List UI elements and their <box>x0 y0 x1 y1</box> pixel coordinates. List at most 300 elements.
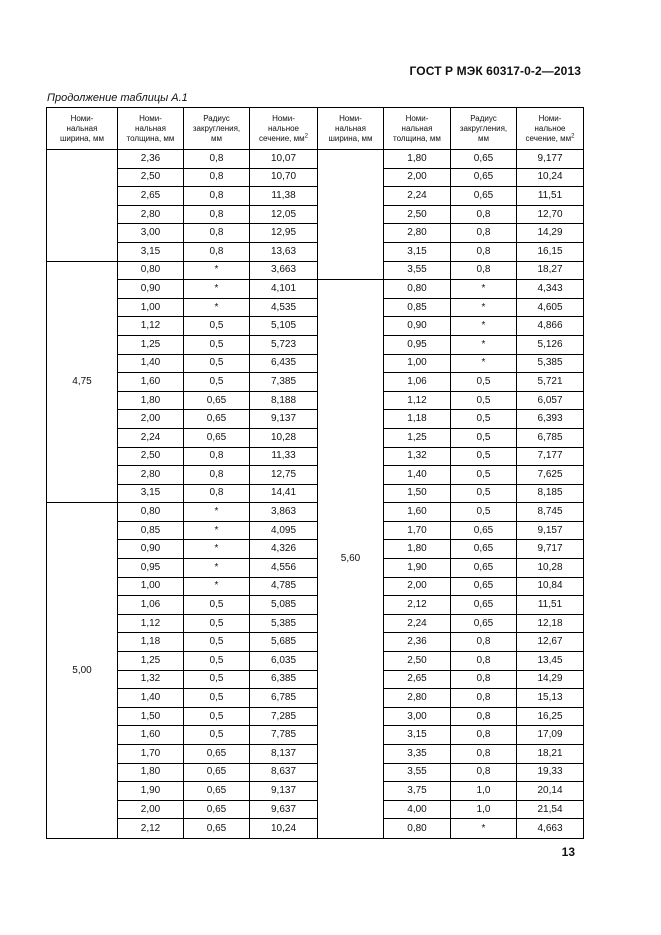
column-header-line: Номи- <box>70 113 94 123</box>
table-cell: 9,137 <box>250 782 318 801</box>
table-cell: 10,84 <box>517 577 584 596</box>
table-cell: 3,15 <box>384 726 451 745</box>
table-row <box>47 150 584 169</box>
table-row <box>47 782 584 801</box>
table-cell: 1,12 <box>118 614 184 633</box>
column-header <box>318 108 384 150</box>
table-cell: 2,36 <box>384 633 451 652</box>
table-cell: 4,556 <box>250 559 318 578</box>
table-row <box>47 819 584 839</box>
table-cell: 0,5 <box>451 503 517 522</box>
column-header-line: мм <box>478 133 489 143</box>
column-header-line: нальная <box>135 123 166 133</box>
table-row <box>47 280 584 299</box>
table-row <box>47 707 584 726</box>
table-cell: 0,5 <box>184 596 250 615</box>
table-row <box>47 726 584 745</box>
table-cell: 0,5 <box>184 652 250 671</box>
width-group-cell: 5,60 <box>318 280 384 839</box>
table-cell: 2,50 <box>384 205 451 224</box>
column-header-line: нальное <box>267 123 300 133</box>
table-cell: 5,105 <box>250 317 318 336</box>
column-header-line: Номи- <box>339 113 362 123</box>
table-cell: 3,00 <box>118 224 184 243</box>
table-cell: 3,75 <box>384 782 451 801</box>
table-cell: 0,5 <box>184 317 250 336</box>
table-cell: 2,50 <box>118 447 184 466</box>
table-cell: 3,663 <box>250 261 318 280</box>
table-cell: 1,25 <box>118 335 184 354</box>
table-cell: 3,15 <box>118 484 184 503</box>
width-group-cell <box>318 150 384 280</box>
table-cell: 0,5 <box>451 428 517 447</box>
table-cell: 0,5 <box>451 373 517 392</box>
table-cell: 0,5 <box>184 614 250 633</box>
table-cell: 12,75 <box>250 466 318 485</box>
table-cell: 16,25 <box>517 707 584 726</box>
table-cell: * <box>451 298 517 317</box>
table-cell: 2,80 <box>384 224 451 243</box>
table-cell: 3,863 <box>250 503 318 522</box>
table-cell: 0,8 <box>184 242 250 261</box>
table-cell: 3,15 <box>118 242 184 261</box>
table-cell: 2,24 <box>118 428 184 447</box>
dimensions-table <box>46 107 584 839</box>
table-cell: 0,65 <box>451 559 517 578</box>
table-cell: 0,8 <box>451 224 517 243</box>
table-cell: 1,80 <box>384 150 451 169</box>
document-id: ГОСТ Р МЭК 60317-0-2—2013 <box>409 64 581 78</box>
table-cell: 0,5 <box>184 335 250 354</box>
table-cell: 4,785 <box>250 577 318 596</box>
column-header-line: нальная <box>401 123 433 133</box>
table-cell: 10,70 <box>250 168 318 187</box>
table-row <box>47 224 584 243</box>
table-cell: 1,40 <box>118 689 184 708</box>
column-header <box>47 108 118 150</box>
table-cell: 11,51 <box>517 596 584 615</box>
table-cell: 2,80 <box>118 205 184 224</box>
table-row <box>47 205 584 224</box>
table-cell: 2,24 <box>384 187 451 206</box>
table-cell: 2,00 <box>384 577 451 596</box>
table-cell: 0,65 <box>451 521 517 540</box>
table-cell: 6,785 <box>250 689 318 708</box>
table-cell: 14,29 <box>517 224 584 243</box>
table-cell: 11,33 <box>250 447 318 466</box>
table-cell: 0,5 <box>184 726 250 745</box>
table-cell: 3,15 <box>384 242 451 261</box>
table-cell: 1,50 <box>118 707 184 726</box>
table-row <box>47 577 584 596</box>
table-cell: 1,00 <box>118 577 184 596</box>
table-cell: 0,95 <box>118 559 184 578</box>
table-row <box>47 596 584 615</box>
table-cell: 5,723 <box>250 335 318 354</box>
table-cell: 1,12 <box>118 317 184 336</box>
table-cell: 0,95 <box>384 335 451 354</box>
table-cell: 0,65 <box>451 596 517 615</box>
table-cell: 1,25 <box>384 428 451 447</box>
table-cell: 6,785 <box>517 428 584 447</box>
table-cell: 0,65 <box>184 819 250 839</box>
table-cell: 0,8 <box>451 670 517 689</box>
column-header-line: сечение, мм <box>525 133 572 143</box>
table-cell: 0,5 <box>451 391 517 410</box>
table-cell: 0,65 <box>451 614 517 633</box>
table-cell: 0,65 <box>451 187 517 206</box>
table-cell: * <box>184 559 250 578</box>
table-cell: * <box>451 354 517 373</box>
table-cell: 3,55 <box>384 763 451 782</box>
table-cell: 1,40 <box>384 466 451 485</box>
table-cell: 5,085 <box>250 596 318 615</box>
table-cell: 4,00 <box>384 800 451 819</box>
table-cell: 12,05 <box>250 205 318 224</box>
table-cell: 0,65 <box>184 410 250 429</box>
table-cell: 0,65 <box>184 763 250 782</box>
table-cell: 12,95 <box>250 224 318 243</box>
table-cell: 0,8 <box>451 763 517 782</box>
table-cell: * <box>184 298 250 317</box>
table-cell: 8,185 <box>517 484 584 503</box>
table-row <box>47 540 584 559</box>
table-row <box>47 317 584 336</box>
table-row <box>47 354 584 373</box>
unit-superscript: 2 <box>571 132 575 139</box>
table-cell: 5,721 <box>517 373 584 392</box>
table-row <box>47 373 584 392</box>
table-cell: 0,8 <box>184 224 250 243</box>
table-cell: 10,28 <box>250 428 318 447</box>
table-cell: 1,12 <box>384 391 451 410</box>
table-cell: 0,85 <box>118 521 184 540</box>
column-header-line: Номи- <box>405 113 429 123</box>
table-cell: 8,188 <box>250 391 318 410</box>
table-cell: 9,717 <box>517 540 584 559</box>
table-cell: 10,28 <box>517 559 584 578</box>
table-cell: 1,70 <box>118 745 184 764</box>
column-header-line: ширина, мм <box>59 133 105 143</box>
column-header <box>118 108 184 150</box>
table-cell: 1,0 <box>451 782 517 801</box>
table-cell: * <box>184 540 250 559</box>
table-row <box>47 410 584 429</box>
table-cell: * <box>451 280 517 299</box>
column-header-line: ширина, мм <box>328 133 373 143</box>
table-cell: 7,285 <box>250 707 318 726</box>
table-cell: 0,5 <box>184 354 250 373</box>
table-cell: 2,50 <box>384 652 451 671</box>
column-header <box>250 108 318 150</box>
table-cell: 6,385 <box>250 670 318 689</box>
table-row <box>47 187 584 206</box>
table-cell: 4,343 <box>517 280 584 299</box>
table-cell: 0,8 <box>451 707 517 726</box>
table-cell: 11,51 <box>517 187 584 206</box>
table-cell: 18,21 <box>517 745 584 764</box>
table-cell: * <box>451 317 517 336</box>
table-cell: 7,385 <box>250 373 318 392</box>
table-cell: 1,60 <box>118 373 184 392</box>
table-cell: 2,80 <box>118 466 184 485</box>
table-cell: 20,14 <box>517 782 584 801</box>
table-cell: 2,12 <box>384 596 451 615</box>
table-cell: 7,177 <box>517 447 584 466</box>
table-cell: 0,8 <box>184 150 250 169</box>
table-row <box>47 298 584 317</box>
table-cell: 4,095 <box>250 521 318 540</box>
table-cell: * <box>184 280 250 299</box>
table-cell: 1,80 <box>118 763 184 782</box>
table-cell: 4,101 <box>250 280 318 299</box>
table-cell: 0,8 <box>451 652 517 671</box>
column-header <box>184 108 250 150</box>
table-cell: 0,85 <box>384 298 451 317</box>
table-row <box>47 447 584 466</box>
table-cell: 0,65 <box>184 782 250 801</box>
table-cell: 6,435 <box>250 354 318 373</box>
column-header-line: мм <box>211 133 222 143</box>
table-cell: 0,8 <box>451 242 517 261</box>
column-header-line: Номи- <box>139 113 162 123</box>
table-cell: 8,137 <box>250 745 318 764</box>
table-cell: 3,55 <box>384 261 451 280</box>
table-cell: 0,8 <box>184 466 250 485</box>
table-cell: 16,15 <box>517 242 584 261</box>
table-cell: 0,5 <box>451 484 517 503</box>
table-cell: 1,00 <box>384 354 451 373</box>
table-cell: 1,90 <box>118 782 184 801</box>
table-cell: 12,67 <box>517 633 584 652</box>
width-group-cell: 4,75 <box>47 261 118 503</box>
table-cell: 9,177 <box>517 150 584 169</box>
table-cell: 0,8 <box>451 726 517 745</box>
table-cell: 2,12 <box>118 819 184 839</box>
table-cell: 2,50 <box>118 168 184 187</box>
table-cell: 10,07 <box>250 150 318 169</box>
table-row <box>47 466 584 485</box>
table-cell: 5,685 <box>250 633 318 652</box>
table-cell: 1,32 <box>384 447 451 466</box>
table-row <box>47 689 584 708</box>
table-cell: 0,5 <box>184 689 250 708</box>
table-row <box>47 633 584 652</box>
table-cell: 3,35 <box>384 745 451 764</box>
table-cell: 2,24 <box>384 614 451 633</box>
table-cell: * <box>184 261 250 280</box>
table-cell: 0,5 <box>451 447 517 466</box>
table-cell: 2,00 <box>118 800 184 819</box>
table-row <box>47 745 584 764</box>
table-cell: 0,5 <box>184 633 250 652</box>
table-cell: 0,80 <box>118 503 184 522</box>
table-cell: 0,65 <box>451 168 517 187</box>
table-cell: 0,65 <box>451 577 517 596</box>
page-number: 13 <box>561 845 575 859</box>
table-cell: 0,8 <box>451 689 517 708</box>
table-header-row <box>47 108 584 150</box>
table-cell: 0,65 <box>184 391 250 410</box>
table-cell: 5,385 <box>250 614 318 633</box>
column-header-line: закругления, <box>459 123 508 133</box>
table-cell: 4,605 <box>517 298 584 317</box>
column-header-line: нальное <box>534 123 566 133</box>
column-header-line: нальная <box>66 123 98 133</box>
table-row <box>47 559 584 578</box>
table-cell: 1,60 <box>118 726 184 745</box>
table-cell: 10,24 <box>517 168 584 187</box>
table-cell: 1,18 <box>118 633 184 652</box>
table-cell: 12,18 <box>517 614 584 633</box>
table-row <box>47 503 584 522</box>
table-cell: 6,393 <box>517 410 584 429</box>
table-cell: 6,035 <box>250 652 318 671</box>
table-cell: 1,60 <box>384 503 451 522</box>
table-cell: 15,13 <box>517 689 584 708</box>
table-row <box>47 428 584 447</box>
table-cell: 7,625 <box>517 466 584 485</box>
table-cell: 3,00 <box>384 707 451 726</box>
column-header <box>451 108 517 150</box>
table-row <box>47 800 584 819</box>
table-cell: 21,54 <box>517 800 584 819</box>
table-row <box>47 670 584 689</box>
table-cell: 6,057 <box>517 391 584 410</box>
table-cell: 0,5 <box>184 373 250 392</box>
table-cell: 0,8 <box>184 168 250 187</box>
table-cell: 10,24 <box>250 819 318 839</box>
table-cell: 0,8 <box>184 205 250 224</box>
table-cell: 2,00 <box>118 410 184 429</box>
table-cell: 0,65 <box>451 540 517 559</box>
table-row <box>47 242 584 261</box>
table-cell: 5,126 <box>517 335 584 354</box>
table-row <box>47 652 584 671</box>
table-cell: * <box>451 819 517 839</box>
column-header-line: нальная <box>335 123 366 133</box>
table-cell: 0,80 <box>384 280 451 299</box>
table-cell: 1,18 <box>384 410 451 429</box>
table-cell: 0,80 <box>118 261 184 280</box>
table-cell: 0,8 <box>451 261 517 280</box>
table-cell: 1,80 <box>118 391 184 410</box>
table-row <box>47 614 584 633</box>
unit-superscript: 2 <box>304 132 308 139</box>
table-cell: 4,663 <box>517 819 584 839</box>
table-cell: 0,8 <box>184 447 250 466</box>
table-cell: 14,29 <box>517 670 584 689</box>
table-cell: 2,36 <box>118 150 184 169</box>
table-cell: * <box>184 503 250 522</box>
table-cell: 0,8 <box>451 633 517 652</box>
table-cell: 1,0 <box>451 800 517 819</box>
table-cell: 17,09 <box>517 726 584 745</box>
table-cell: 0,65 <box>184 745 250 764</box>
table-row <box>47 391 584 410</box>
table-cell: 4,326 <box>250 540 318 559</box>
table-cell: 0,8 <box>184 187 250 206</box>
table-cell: 13,63 <box>250 242 318 261</box>
table-cell: 12,70 <box>517 205 584 224</box>
table-row <box>47 168 584 187</box>
table-cell: 1,06 <box>118 596 184 615</box>
table-cell: 0,90 <box>118 280 184 299</box>
column-header <box>517 108 584 150</box>
table-body <box>47 150 584 839</box>
table-cell: 0,5 <box>184 707 250 726</box>
table-cell: 0,90 <box>384 317 451 336</box>
table-cell: 0,8 <box>451 745 517 764</box>
table-cell: 0,5 <box>184 670 250 689</box>
table-cell: 19,33 <box>517 763 584 782</box>
table-cell: 1,32 <box>118 670 184 689</box>
table-cell: 0,65 <box>184 428 250 447</box>
table-cell: 0,8 <box>184 484 250 503</box>
column-header-line: толщина, мм <box>126 133 175 143</box>
table-cell: 14,41 <box>250 484 318 503</box>
table-row <box>47 261 584 280</box>
column-header-line: сечение, мм <box>259 133 305 143</box>
table-row <box>47 335 584 354</box>
table-row <box>47 484 584 503</box>
table-cell: 2,80 <box>384 689 451 708</box>
width-group-cell: 5,00 <box>47 503 118 839</box>
table-cell: * <box>184 521 250 540</box>
table-cell: 0,65 <box>184 800 250 819</box>
table-cell: 4,866 <box>517 317 584 336</box>
table-cell: 9,137 <box>250 410 318 429</box>
table-cell: * <box>451 335 517 354</box>
table-cell: 5,385 <box>517 354 584 373</box>
column-header-line: закругления, <box>192 123 241 133</box>
table-cell: 1,50 <box>384 484 451 503</box>
table-cell: 0,80 <box>384 819 451 839</box>
table-cell: 18,27 <box>517 261 584 280</box>
table-cell: 8,745 <box>517 503 584 522</box>
table-cell: 1,25 <box>118 652 184 671</box>
width-group-cell <box>47 150 118 262</box>
column-header-line: Номи- <box>538 113 562 123</box>
table-cell: 0,5 <box>451 466 517 485</box>
table-cell: 1,40 <box>118 354 184 373</box>
table-caption: Продолжение таблицы А.1 <box>47 92 188 104</box>
table-cell: 1,70 <box>384 521 451 540</box>
column-header-line: Номи- <box>272 113 295 123</box>
table-cell: 9,637 <box>250 800 318 819</box>
table-cell: 0,90 <box>118 540 184 559</box>
table-cell: 13,45 <box>517 652 584 671</box>
table-cell: 2,65 <box>118 187 184 206</box>
column-header <box>384 108 451 150</box>
table-cell: * <box>184 577 250 596</box>
table-cell: 1,00 <box>118 298 184 317</box>
table-cell: 8,637 <box>250 763 318 782</box>
table-cell: 4,535 <box>250 298 318 317</box>
table-cell: 1,06 <box>384 373 451 392</box>
table-row <box>47 763 584 782</box>
table-cell: 11,38 <box>250 187 318 206</box>
column-header-line: толщина, мм <box>393 133 441 143</box>
table-cell: 1,80 <box>384 540 451 559</box>
table-cell: 0,65 <box>451 150 517 169</box>
table-row <box>47 521 584 540</box>
table-cell: 2,00 <box>384 168 451 187</box>
table-cell: 7,785 <box>250 726 318 745</box>
column-header-line: Радиус <box>470 113 497 123</box>
table-cell: 0,8 <box>451 205 517 224</box>
table-cell: 1,90 <box>384 559 451 578</box>
